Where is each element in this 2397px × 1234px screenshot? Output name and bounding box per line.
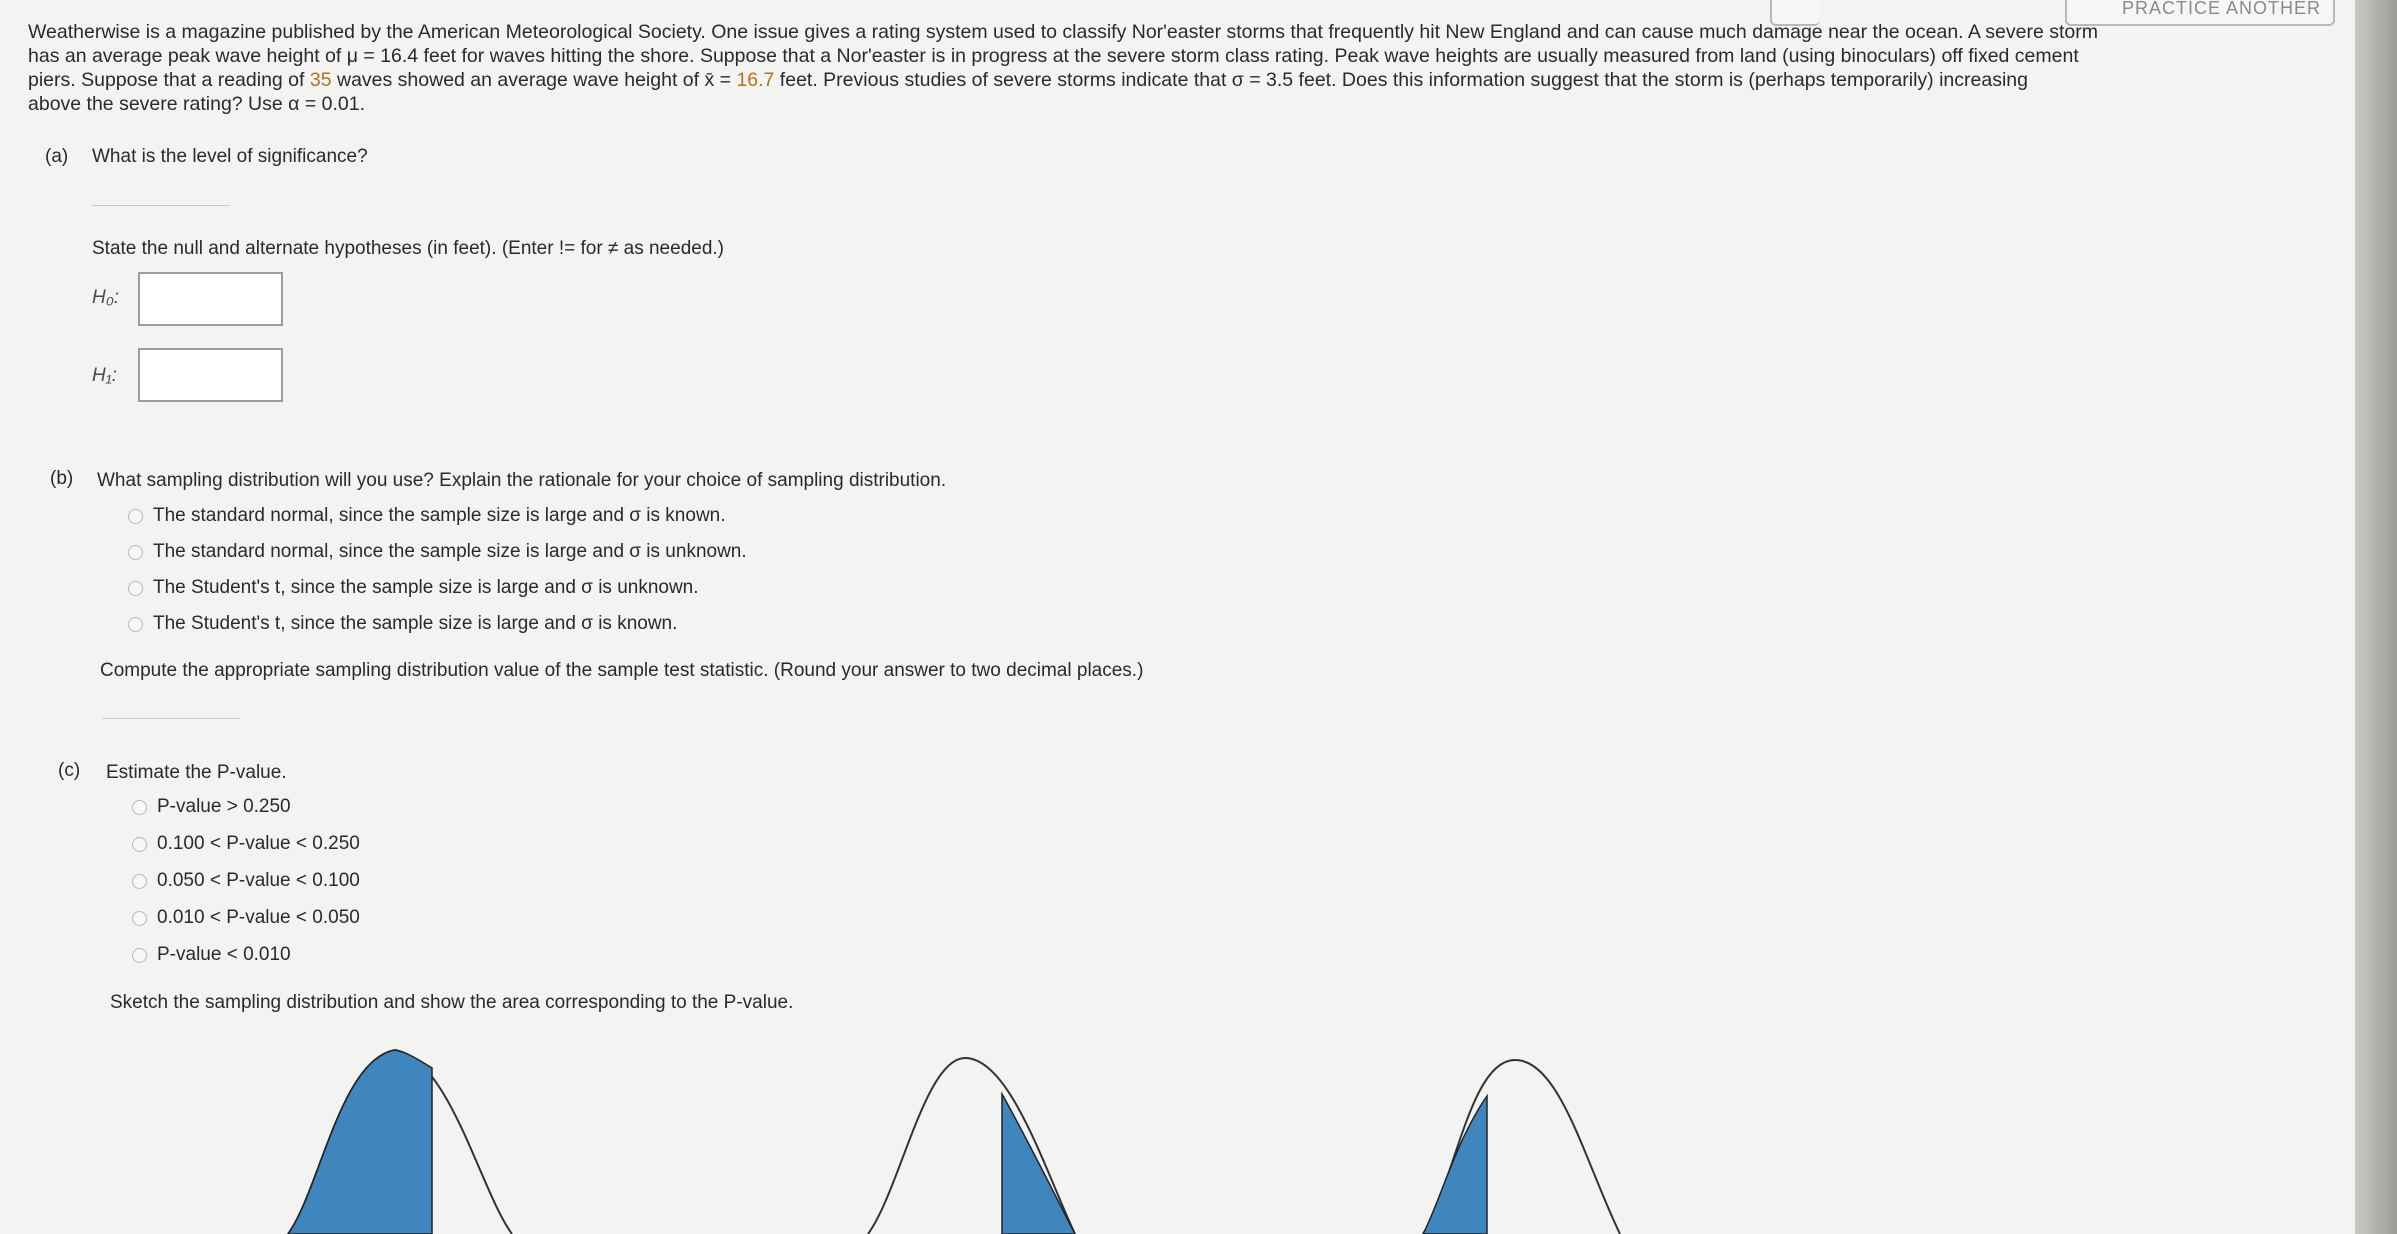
sampling-option-4[interactable]: The Student's t, since the sample size is large and σ is known. (128, 613, 677, 635)
problem-line-1: Weatherwise is a magazine published by the American Meteorological Society. One issue gives a rating system used to classify Nor'easter storms that frequently hit New England and can cause much damage near the ocean. A severe storm (28, 21, 2098, 43)
radio-button[interactable] (132, 837, 147, 852)
radio-button[interactable] (128, 545, 143, 560)
radio-button[interactable] (128, 617, 143, 632)
monitor-bezel (2355, 0, 2397, 1234)
compute-instruction: Compute the appropriate sampling distribution value of the sample test statistic. (Round your answer to two decimal places.) (100, 660, 1144, 681)
part-b-question: What sampling distribution will you use? Explain the rationale for your choice of sampling distribution. (97, 470, 947, 491)
shaded-area-two-tail (1423, 1096, 1487, 1234)
sketch-graph-two-tail[interactable] (1415, 1052, 1635, 1234)
sketch-instruction: Sketch the sampling distribution and show the area corresponding to the P-value. (110, 992, 794, 1013)
radio-button[interactable] (132, 911, 147, 926)
h1-label: H₁: (92, 365, 117, 386)
hypotheses-instruction: State the null and alternate hypotheses (in feet). (Enter != for ≠ as needed.) (92, 238, 725, 259)
radio-button[interactable] (128, 581, 143, 596)
pvalue-option-2[interactable]: 0.100 < P-value < 0.250 (132, 833, 360, 855)
sampling-option-3[interactable]: The Student's t, since the sample size is large and σ is unknown. (128, 577, 699, 599)
radio-button[interactable] (132, 874, 147, 889)
part-b-label: (b) (50, 468, 74, 489)
pvalue-option-3[interactable]: 0.050 < P-value < 0.100 (132, 870, 360, 892)
pvalue-option-1[interactable]: P-value > 0.250 (132, 796, 291, 818)
part-a-label: (a) (45, 146, 69, 167)
pvalue-option-5[interactable]: P-value < 0.010 (132, 944, 291, 966)
problem-line-4: above the severe rating? Use α = 0.01. (28, 93, 366, 115)
shaded-area-right (1002, 1094, 1075, 1234)
radio-button[interactable] (132, 800, 147, 815)
radio-button[interactable] (128, 509, 143, 524)
sketch-graph-right-tail[interactable] (860, 1050, 1100, 1234)
sampling-option-2[interactable]: The standard normal, since the sample size is large and σ is unknown. (128, 541, 747, 563)
sampling-option-1[interactable]: The standard normal, since the sample size is large and σ is known. (128, 505, 726, 527)
h0-label: H₀: (92, 287, 120, 308)
sketch-graph-left-tail[interactable] (280, 1040, 520, 1234)
part-c-question: Estimate the P-value. (106, 762, 287, 783)
pvalue-option-4[interactable]: 0.010 < P-value < 0.050 (132, 907, 360, 929)
shaded-area-left (288, 1050, 432, 1234)
problem-line-3: piers. Suppose that a reading of 35 waves showed an average wave height of x̄ = 16.7 feet. Previous studies of severe storms indicate that σ = 3.5 feet. Does this information suggest that the storm is (perhaps temporarily) increasing (28, 69, 2028, 91)
problem-line-2: has an average peak wave height of μ = 16.4 feet for waves hitting the shore. Suppose that a Nor'easter is in progress at the severe storm class rating. Peak wave heights are usually measured from land (using binoculars) off fixed cement (28, 45, 2079, 67)
significance-answer-field[interactable] (92, 185, 230, 206)
h1-input[interactable] (138, 348, 283, 402)
part-a-question: What is the level of significance? (92, 146, 368, 167)
radio-button[interactable] (132, 948, 147, 963)
sample-size-value: 35 (309, 69, 332, 91)
test-statistic-answer-field[interactable] (102, 698, 240, 719)
problem-statement (28, 20, 2328, 116)
sample-mean-value: 16.7 (736, 69, 775, 91)
practice-another-button[interactable]: PRACTICE ANOTHER (2065, 0, 2335, 26)
part-c-label: (c) (58, 760, 81, 781)
h0-input[interactable] (138, 272, 283, 326)
